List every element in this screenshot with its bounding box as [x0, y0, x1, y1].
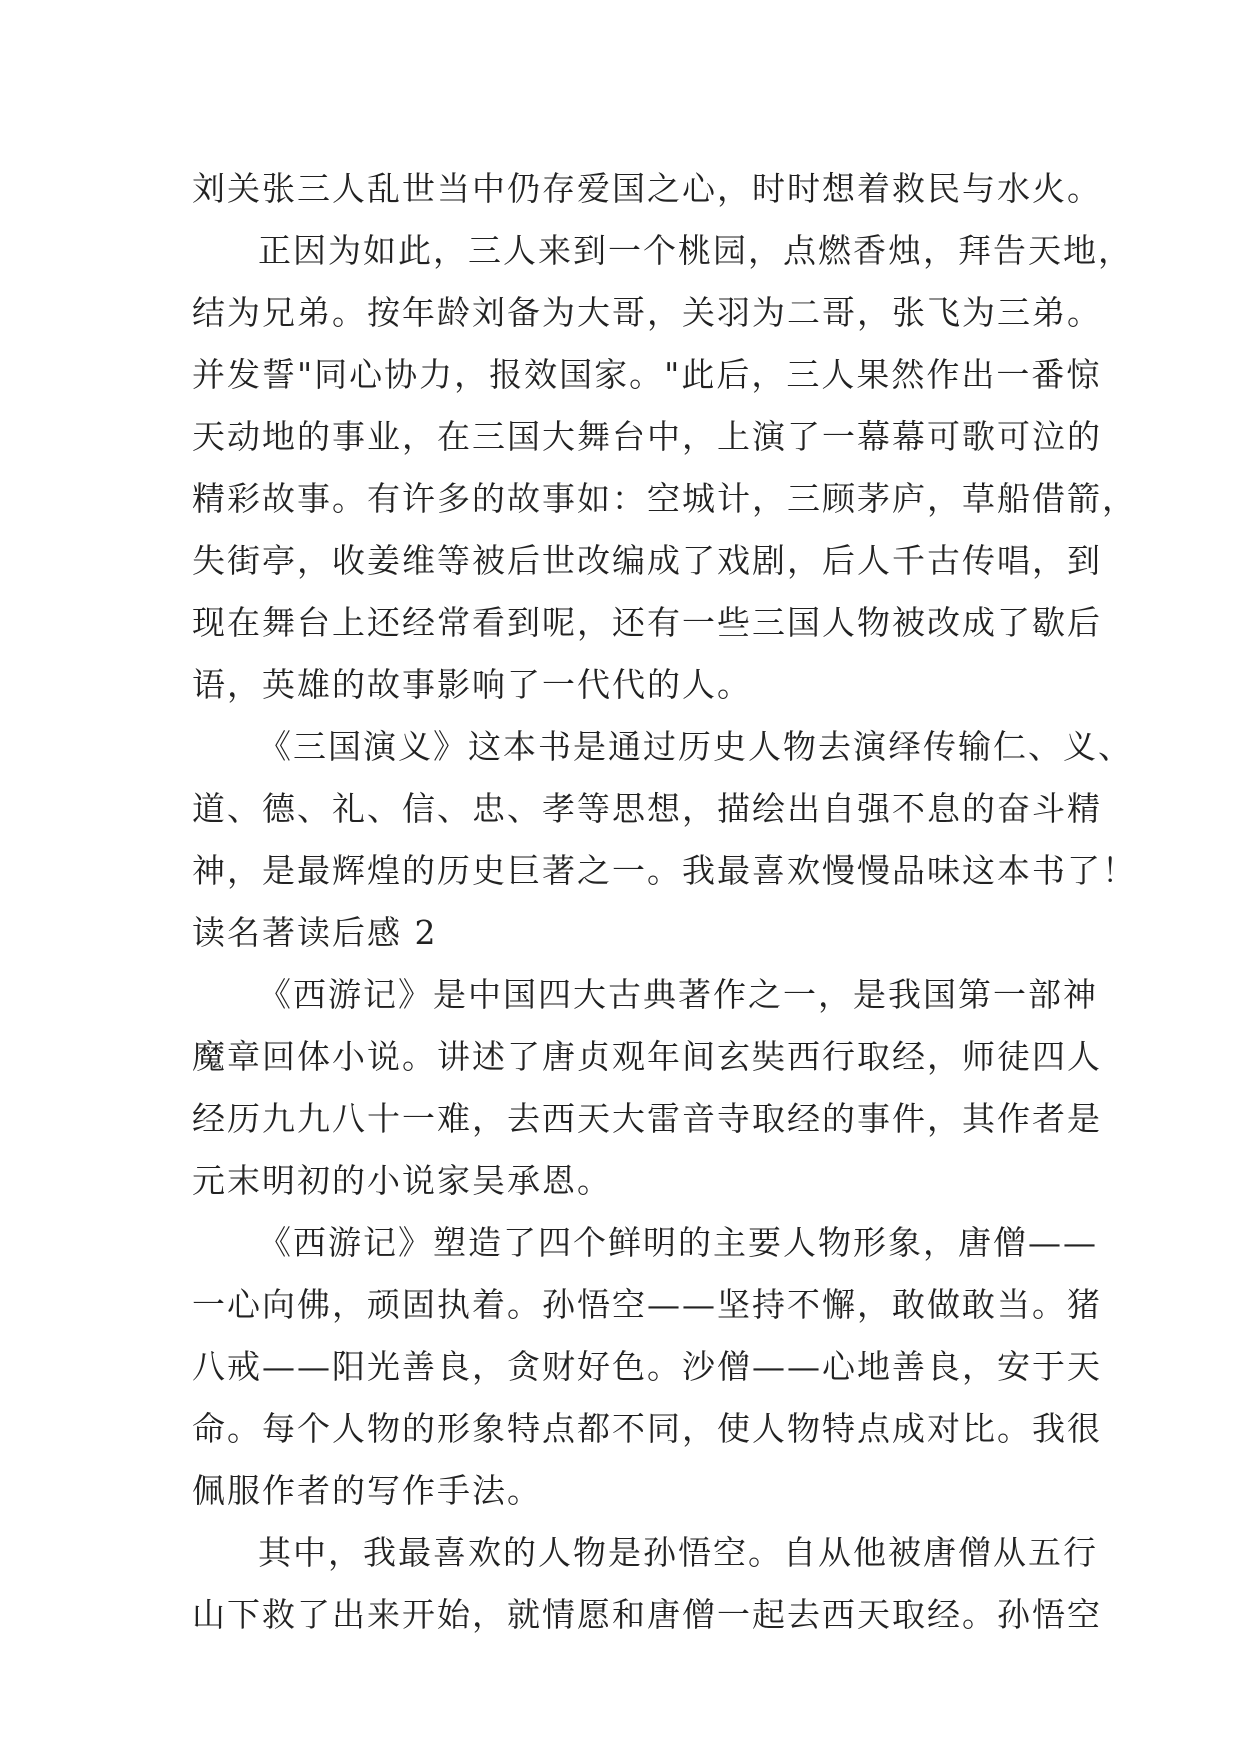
text-line: 经历九九八十一难，去西天大雷音寺取经的事件，其作者是: [192, 1099, 1102, 1138]
text-line: 神，是最辉煌的历史巨著之一。我最喜欢慢慢品味这本书了！: [192, 851, 1137, 890]
text-line: 魔章回体小说。讲述了唐贞观年间玄奘西行取经，师徒四人: [192, 1037, 1102, 1076]
text-line: 道、德、礼、信、忠、孝等思想，描绘出自强不息的奋斗精: [192, 789, 1102, 828]
text-line: 《西游记》是中国四大古典著作之一，是我国第一部神: [258, 975, 1098, 1014]
text-line: 其中，我最喜欢的人物是孙悟空。自从他被唐僧从五行: [258, 1533, 1098, 1572]
text-line: 现在舞台上还经常看到呢，还有一些三国人物被改成了歇后: [192, 603, 1102, 642]
text-line: 命。每个人物的形象特点都不同，使人物特点成对比。我很: [192, 1409, 1102, 1448]
text-line: 并发誓"同心协力，报效国家。"此后，三人果然作出一番惊: [192, 355, 1102, 394]
text-line: 语，英雄的故事影响了一代代的人。: [192, 665, 752, 704]
text-line: 失街亭，收姜维等被后世改编成了戏剧，后人千古传唱，到: [192, 541, 1102, 580]
text-line: 八戒——阳光善良，贪财好色。沙僧——心地善良，安于天: [192, 1347, 1102, 1386]
text-line: 佩服作者的写作手法。: [192, 1471, 542, 1510]
text-line: 正因为如此，三人来到一个桃园，点燃香烛，拜告天地，: [258, 231, 1133, 270]
text-line: 《西游记》塑造了四个鲜明的主要人物形象，唐僧——: [258, 1223, 1098, 1262]
text-line: 一心向佛，顽固执着。孙悟空——坚持不懈，敢做敢当。猪: [192, 1285, 1102, 1324]
text-line: 天动地的事业，在三国大舞台中，上演了一幕幕可歌可泣的: [192, 417, 1102, 456]
text-line: 结为兄弟。按年龄刘备为大哥，关羽为二哥，张飞为三弟。: [192, 293, 1102, 332]
section-heading: 读名著读后感 2: [192, 913, 438, 952]
text-line: 精彩故事。有许多的故事如：空城计，三顾茅庐，草船借箭，: [192, 479, 1137, 518]
text-line: 山下救了出来开始，就情愿和唐僧一起去西天取经。孙悟空: [192, 1595, 1102, 1634]
text-line: 《三国演义》这本书是通过历史人物去演绎传输仁、义、: [258, 727, 1133, 766]
text-line: 元末明初的小说家吴承恩。: [192, 1161, 612, 1200]
text-line: 刘关张三人乱世当中仍存爱国之心，时时想着救民与水火。: [192, 169, 1102, 208]
